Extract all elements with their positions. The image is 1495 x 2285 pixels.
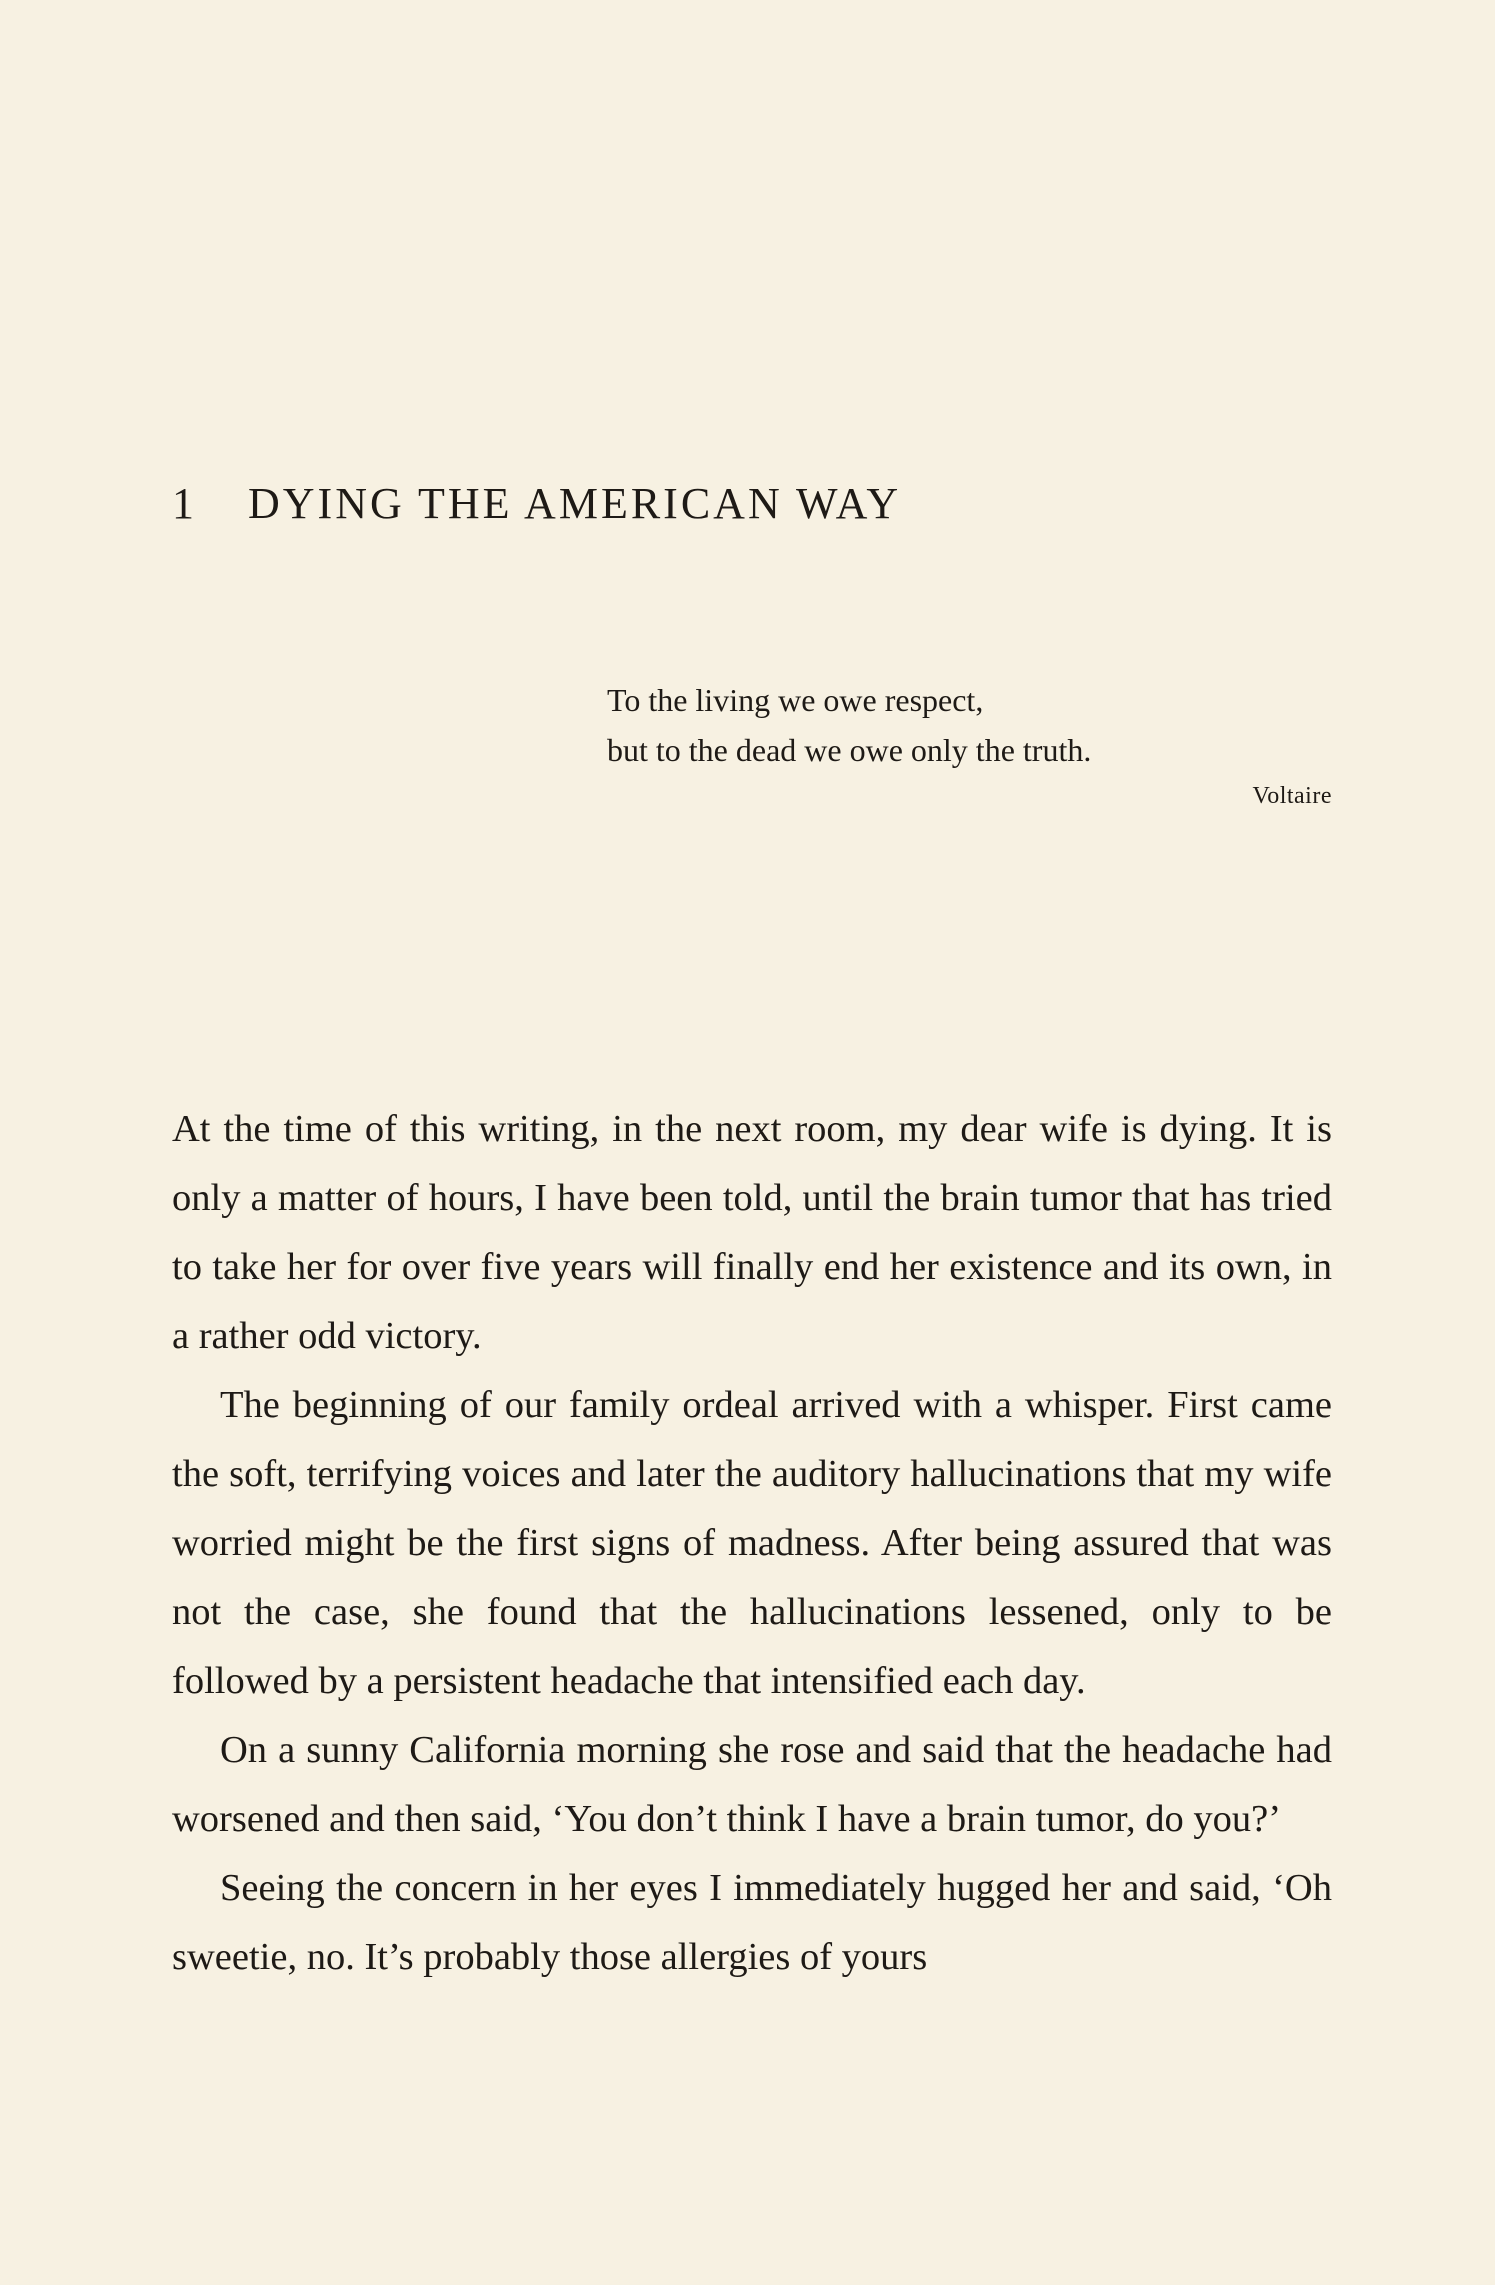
chapter-heading <box>172 478 901 530</box>
epigraph-attribution: Voltaire <box>1252 783 1332 809</box>
paragraph-2: The beginning of our family ordeal arrived with a whisper. First came the soft, terrifying voices and later the auditory hallucinations that my wife worried might be the first signs of madness. After being assured that was not the case, she found that the hallucinations lessened, only to be followed by a persistent headache that intensified each day. <box>172 1384 1332 1702</box>
paragraph-3: On a sunny California morning she rose and said that the headache had worsened and then said, ‘You don’t think I have a brain tumor, do you?’ <box>172 1729 1332 1840</box>
paragraph-4: Seeing the concern in her eyes I immediately hugged her and said, ‘Oh sweetie, no. It’s probably those allergies of yours <box>172 1867 1332 1978</box>
chapter-number: 1 <box>172 479 197 528</box>
epigraph <box>607 675 1332 813</box>
chapter-title: DYING THE AMERICAN WAY <box>248 479 902 528</box>
epigraph-line-2: but to the dead we owe only the truth. <box>607 732 1092 768</box>
paragraph-1: At the time of this writing, in the next room, my dear wife is dying. It is only a matter of hours, I have been told, until the brain tumor that has tried to take her for over five years will finally end her existence and its own, in a rather odd victory. <box>172 1108 1332 1357</box>
body-text <box>172 1095 1332 1992</box>
epigraph-line-1: To the living we owe respect, <box>607 682 984 718</box>
